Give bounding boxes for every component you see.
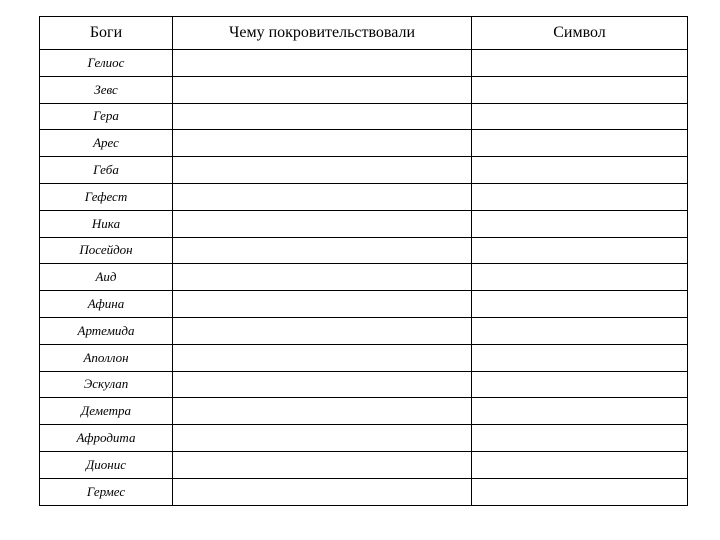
patronage-cell[interactable]: [173, 50, 472, 77]
patronage-cell[interactable]: [173, 76, 472, 103]
table-row: [40, 157, 688, 184]
god-name-cell: Зевс: [40, 76, 173, 103]
table-row: [40, 50, 688, 77]
table-row: [40, 317, 688, 344]
symbol-cell[interactable]: [472, 264, 688, 291]
god-name-cell: Гера: [40, 103, 173, 130]
header-row: [40, 17, 688, 50]
symbol-cell[interactable]: [472, 183, 688, 210]
table-row: [40, 371, 688, 398]
god-name-cell: Посейдон: [40, 237, 173, 264]
patronage-cell[interactable]: [173, 451, 472, 478]
symbol-cell[interactable]: [472, 210, 688, 237]
god-name-cell: Арес: [40, 130, 173, 157]
symbol-cell[interactable]: [472, 317, 688, 344]
patronage-cell[interactable]: [173, 103, 472, 130]
patronage-cell[interactable]: [173, 317, 472, 344]
symbol-cell[interactable]: [472, 398, 688, 425]
symbol-cell[interactable]: [472, 371, 688, 398]
god-name-cell: Гелиос: [40, 50, 173, 77]
header-symbol: Символ: [472, 17, 688, 50]
symbol-cell[interactable]: [472, 451, 688, 478]
patronage-cell[interactable]: [173, 237, 472, 264]
patronage-cell[interactable]: [173, 425, 472, 452]
table-row: [40, 210, 688, 237]
patronage-cell[interactable]: [173, 291, 472, 318]
table-header: [40, 17, 688, 50]
symbol-cell[interactable]: [472, 50, 688, 77]
table-row: [40, 425, 688, 452]
god-name-cell: Гермес: [40, 478, 173, 505]
patronage-cell[interactable]: [173, 264, 472, 291]
god-name-cell: Деметра: [40, 398, 173, 425]
patronage-cell[interactable]: [173, 183, 472, 210]
god-name-cell: Гефест: [40, 183, 173, 210]
symbol-cell[interactable]: [472, 103, 688, 130]
symbol-cell[interactable]: [472, 425, 688, 452]
table-row: [40, 478, 688, 505]
symbol-cell[interactable]: [472, 157, 688, 184]
table-row: [40, 103, 688, 130]
table-row: [40, 183, 688, 210]
table-row: [40, 451, 688, 478]
god-name-cell: Дионис: [40, 451, 173, 478]
patronage-cell[interactable]: [173, 130, 472, 157]
symbol-cell[interactable]: [472, 344, 688, 371]
header-patronage: Чему покровительствовали: [173, 17, 472, 50]
symbol-cell[interactable]: [472, 76, 688, 103]
table-row: [40, 264, 688, 291]
table-row: [40, 237, 688, 264]
patronage-cell[interactable]: [173, 210, 472, 237]
patronage-cell[interactable]: [173, 398, 472, 425]
god-name-cell: Геба: [40, 157, 173, 184]
god-name-cell: Афина: [40, 291, 173, 318]
patronage-cell[interactable]: [173, 478, 472, 505]
table-row: [40, 291, 688, 318]
symbol-cell[interactable]: [472, 478, 688, 505]
header-gods: Боги: [40, 17, 173, 50]
symbol-cell[interactable]: [472, 130, 688, 157]
patronage-cell[interactable]: [173, 371, 472, 398]
table-row: [40, 76, 688, 103]
patronage-cell[interactable]: [173, 157, 472, 184]
god-name-cell: Артемида: [40, 317, 173, 344]
god-name-cell: Аид: [40, 264, 173, 291]
god-name-cell: Афродита: [40, 425, 173, 452]
table-row: [40, 398, 688, 425]
patronage-cell[interactable]: [173, 344, 472, 371]
table-row: [40, 344, 688, 371]
god-name-cell: Эскулап: [40, 371, 173, 398]
gods-table: [39, 16, 688, 506]
god-name-cell: Аполлон: [40, 344, 173, 371]
symbol-cell[interactable]: [472, 237, 688, 264]
table-row: [40, 130, 688, 157]
table-body: [40, 50, 688, 506]
symbol-cell[interactable]: [472, 291, 688, 318]
god-name-cell: Ника: [40, 210, 173, 237]
